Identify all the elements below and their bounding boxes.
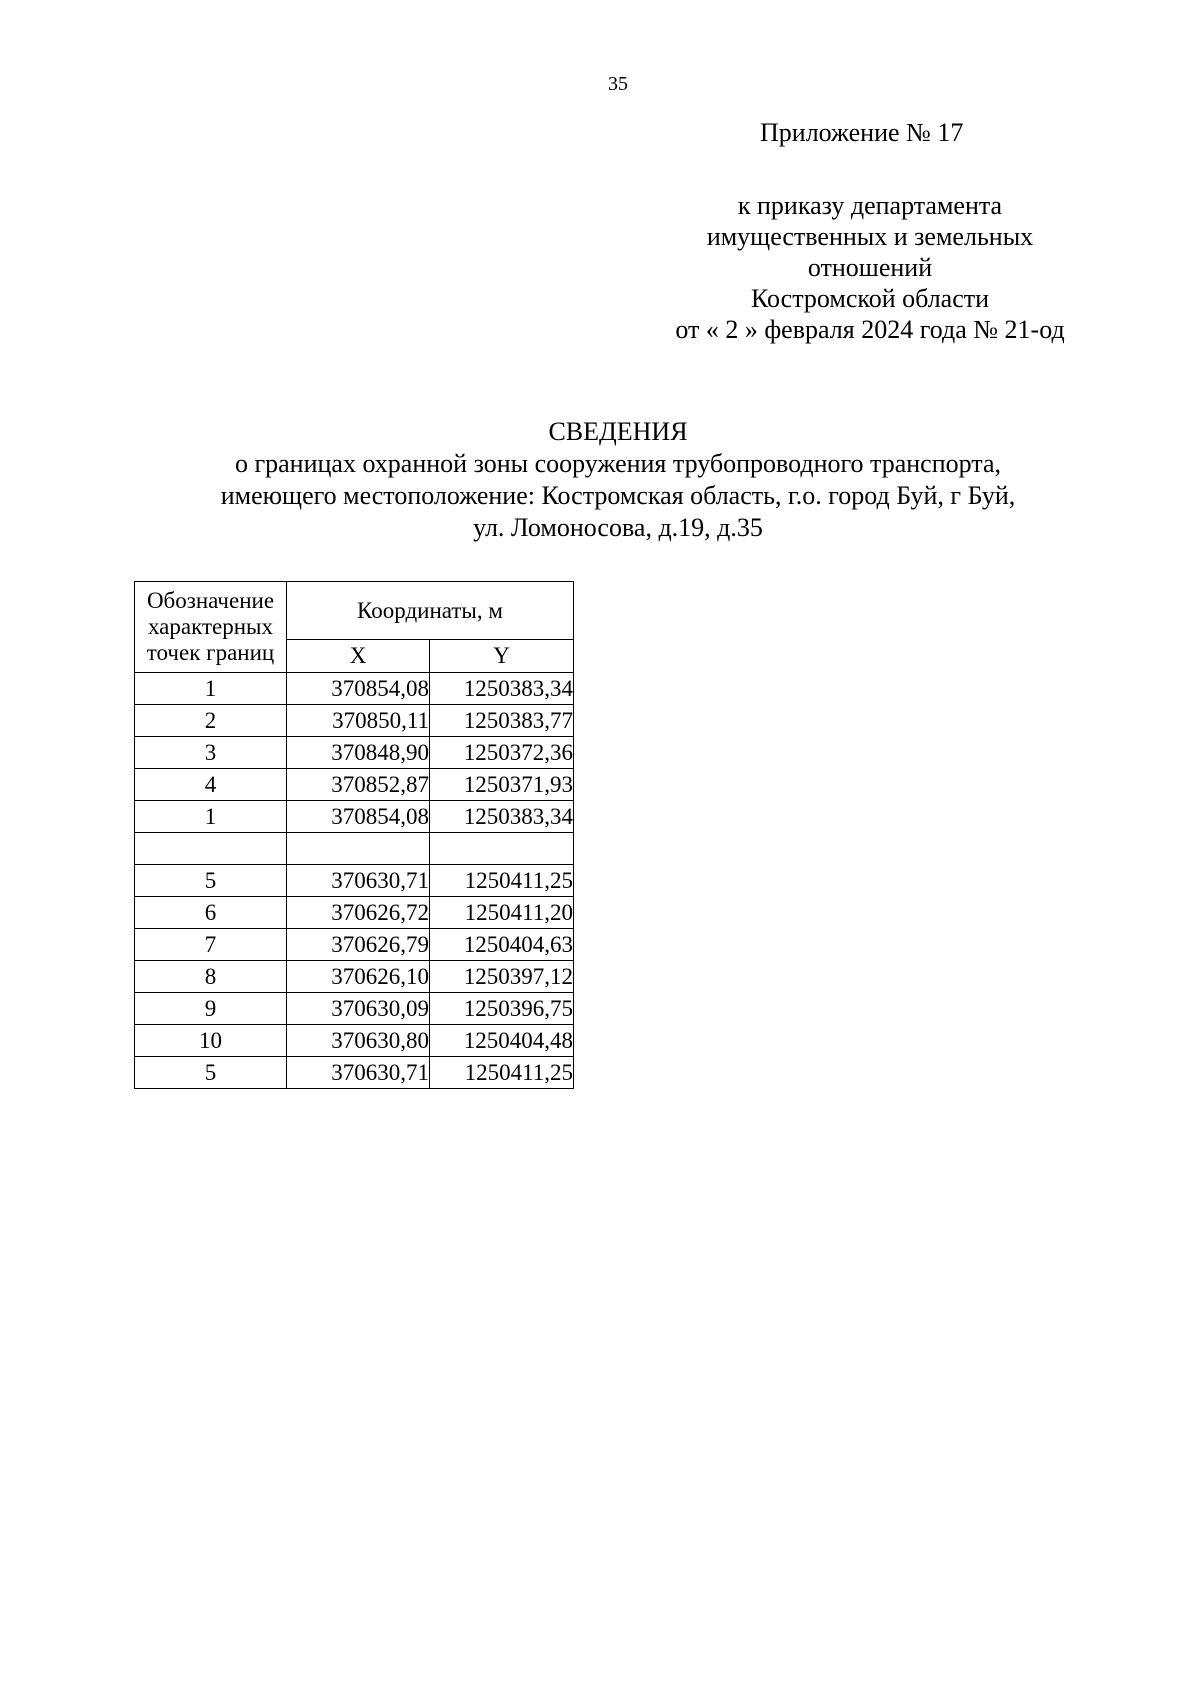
point-column-header <box>135 582 287 673</box>
coordinates-header: Координаты, м <box>287 582 574 640</box>
order-line: имущественных и земельных <box>706 222 1034 251</box>
y-column-header: Y <box>430 640 574 673</box>
order-line: Костромской области <box>750 284 990 313</box>
point-cell: 2 <box>135 705 287 737</box>
y-cell: 1250371,93 <box>430 769 574 801</box>
point-cell: 5 <box>135 1057 287 1089</box>
point-cell: 9 <box>135 993 287 1025</box>
coordinates-table-body <box>135 673 574 1089</box>
y-cell: 1250411,25 <box>430 1057 574 1089</box>
table-row <box>135 865 574 897</box>
y-cell: 1250404,48 <box>430 1025 574 1057</box>
point-cell: 7 <box>135 929 287 961</box>
document-title: СВЕДЕНИЯ <box>548 417 688 446</box>
x-cell: 370626,72 <box>287 897 430 929</box>
x-cell: 370852,87 <box>287 769 430 801</box>
order-reference <box>600 190 1140 345</box>
page-number: 35 <box>608 73 628 95</box>
y-cell: 1250372,36 <box>430 737 574 769</box>
table-row <box>135 929 574 961</box>
x-cell: 370626,10 <box>287 961 430 993</box>
x-cell: 370630,09 <box>287 993 430 1025</box>
order-date-line: от « 2 » февраля 2024 года № 21-од <box>675 315 1065 344</box>
table-row-empty <box>135 833 574 865</box>
point-header-line: характерных <box>147 614 273 639</box>
x-cell: 370630,71 <box>287 865 430 897</box>
table-row <box>135 673 574 705</box>
y-cell: 1250383,34 <box>430 801 574 833</box>
x-cell: 370850,11 <box>287 705 430 737</box>
y-cell: 1250397,12 <box>430 961 574 993</box>
appendix-title: Приложение № 17 <box>760 118 964 147</box>
heading-line: имеющего местоположение: Костромская область, г.о. город Буй, г Буй, <box>220 481 1016 510</box>
y-cell: 1250404,63 <box>430 929 574 961</box>
x-cell: 370848,90 <box>287 737 430 769</box>
x-cell: 370630,80 <box>287 1025 430 1057</box>
point-cell <box>135 833 287 865</box>
x-cell: 370630,71 <box>287 1057 430 1089</box>
table-row <box>135 769 574 801</box>
table-row <box>135 737 574 769</box>
table-row <box>135 993 574 1025</box>
point-cell: 1 <box>135 673 287 705</box>
point-cell: 1 <box>135 801 287 833</box>
point-cell: 3 <box>135 737 287 769</box>
point-header-line: Обозначение <box>146 588 275 613</box>
coordinates-table <box>134 581 574 1089</box>
point-cell: 4 <box>135 769 287 801</box>
y-cell: 1250396,75 <box>430 993 574 1025</box>
point-cell: 10 <box>135 1025 287 1057</box>
order-line: к приказу департамента <box>737 191 1003 220</box>
table-row <box>135 897 574 929</box>
document-heading <box>0 416 1200 544</box>
point-cell: 6 <box>135 897 287 929</box>
y-cell: 1250383,34 <box>430 673 574 705</box>
x-column-header: X <box>287 640 430 673</box>
y-cell: 1250383,77 <box>430 705 574 737</box>
heading-line: ул. Ломоносова, д.19, д.35 <box>473 513 763 542</box>
x-cell <box>287 833 430 865</box>
x-cell: 370854,08 <box>287 801 430 833</box>
order-line: отношений <box>807 253 933 282</box>
point-cell: 5 <box>135 865 287 897</box>
y-cell: 1250411,20 <box>430 897 574 929</box>
point-header-line: точек границ <box>146 640 275 665</box>
x-cell: 370626,79 <box>287 929 430 961</box>
x-cell: 370854,08 <box>287 673 430 705</box>
table-row <box>135 1025 574 1057</box>
y-cell: 1250411,25 <box>430 865 574 897</box>
heading-line: о границах охранной зоны сооружения трубопроводного транспорта, <box>234 449 1002 478</box>
table-row <box>135 801 574 833</box>
table-row <box>135 1057 574 1089</box>
table-row <box>135 705 574 737</box>
y-cell <box>430 833 574 865</box>
table-row <box>135 961 574 993</box>
point-cell: 8 <box>135 961 287 993</box>
